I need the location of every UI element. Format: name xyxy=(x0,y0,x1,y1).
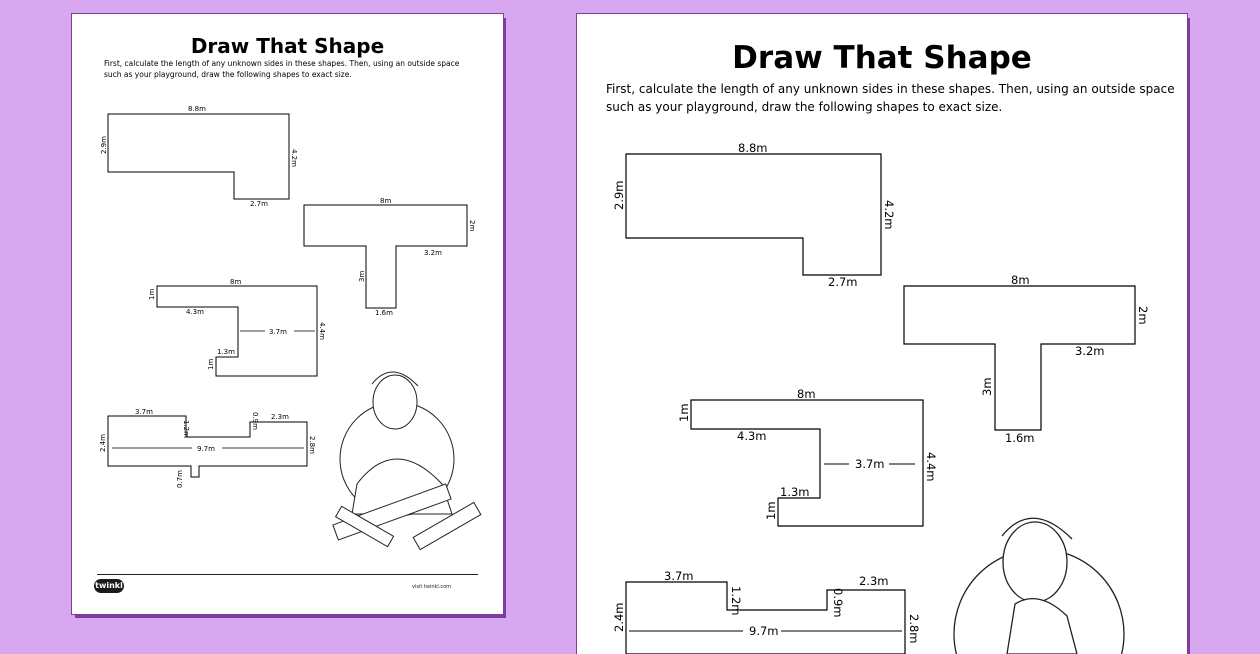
s3-step-label: 1.3m xyxy=(217,348,235,356)
footer-url: visit twinkl.com xyxy=(412,584,452,590)
s3-top-label-large: 8m xyxy=(797,387,816,401)
shape2-outline-large xyxy=(904,286,1135,430)
s1-bottom-label-large: 2.7m xyxy=(828,275,858,289)
s2-bottom-label: 1.6m xyxy=(375,309,393,317)
s3-right-label: 4.4m xyxy=(318,322,326,340)
small-shapes-drawing xyxy=(72,14,503,614)
shape2-outline xyxy=(304,205,467,308)
shape1-outline xyxy=(108,114,289,199)
s1-bottom-label: 2.7m xyxy=(250,200,268,208)
twinkl-logo: twinkl xyxy=(94,579,124,593)
girl-illustration-large xyxy=(954,518,1124,654)
shape4-outline-large xyxy=(626,582,905,654)
s1-top-label: 8.8m xyxy=(188,105,206,113)
large-shapes-drawing xyxy=(577,14,1187,654)
s1-right-label: 4.2m xyxy=(290,149,298,167)
s4-b-label: 1.2m xyxy=(182,420,190,438)
s4-c-label: 0.9m xyxy=(251,412,259,430)
page-title: Draw That Shape xyxy=(190,34,385,58)
s1-top-label-large: 8.8m xyxy=(738,141,768,155)
s2-right-label-large: 2m xyxy=(1136,306,1150,325)
s3-bottom-left-label: 1m xyxy=(207,358,215,370)
instructions-line-2: such as your playground, draw the following shapes to exact size. xyxy=(104,70,352,80)
s3-top-label: 8m xyxy=(230,278,242,286)
s2-stem-label: 3m xyxy=(358,270,366,282)
s3-gap-label: 3.7m xyxy=(269,328,287,336)
s3-step-label-large: 1.3m xyxy=(780,485,810,499)
instructions-line-1: First, calculate the length of any unknown sides in these shapes. Then, using an outside space xyxy=(104,59,460,68)
instructions-line-2-large: such as your playground, draw the following shapes to exact size. xyxy=(606,100,1003,114)
s2-bottom-label-large: 1.6m xyxy=(1005,431,1035,445)
worksheet-thumbnail[interactable] xyxy=(72,14,503,614)
worksheet-preview[interactable] xyxy=(577,14,1187,654)
s4-c-label-large: 0.9m xyxy=(831,588,845,618)
s3-left-label: 1m xyxy=(148,288,156,300)
s3-bottom-left-label-large: 1m xyxy=(764,501,778,520)
s3-gap-label-large: 3.7m xyxy=(855,457,885,471)
s4-b-label-large: 1.2m xyxy=(729,586,743,616)
s2-top-label-large: 8m xyxy=(1011,273,1030,287)
footer-divider xyxy=(97,574,478,575)
s4-left-label: 2.4m xyxy=(99,434,107,452)
s4-left-label-large: 2.4m xyxy=(612,602,626,632)
s2-top-label: 8m xyxy=(380,197,392,205)
s1-left-label-large: 2.9m xyxy=(612,180,626,210)
s4-right-label: 2.8m xyxy=(308,436,316,454)
s3-left-label-large: 1m xyxy=(677,403,691,422)
s3-right-label-large: 4.4m xyxy=(924,452,938,482)
shape3-outline xyxy=(157,286,317,376)
shape3-outline-large xyxy=(691,400,923,526)
s4-bottom-label: 0.7m xyxy=(176,470,184,488)
s1-right-label-large: 4.2m xyxy=(882,200,896,230)
s2-right-label: 2m xyxy=(468,220,476,232)
s2-under-label: 3.2m xyxy=(424,249,442,257)
s1-left-label: 2.9m xyxy=(100,136,108,154)
s4-right-label-large: 2.8m xyxy=(907,614,921,644)
shape1-outline-large xyxy=(626,154,881,275)
s4-d-label-large: 2.3m xyxy=(859,574,889,588)
s2-stem-label-large: 3m xyxy=(980,377,994,396)
s4-width-label: 9.7m xyxy=(197,445,215,453)
s3-mid-label: 4.3m xyxy=(186,308,204,316)
s4-width-label-large: 9.7m xyxy=(749,624,779,638)
s3-mid-label-large: 4.3m xyxy=(737,429,767,443)
s4-d-label: 2.3m xyxy=(271,413,289,421)
s4-a-label: 3.7m xyxy=(135,408,153,416)
instructions-line-1-large: First, calculate the length of any unknown sides in these shapes. Then, using an outside space xyxy=(606,82,1175,96)
s2-under-label-large: 3.2m xyxy=(1075,344,1105,358)
girl-illustration xyxy=(333,372,481,550)
s4-a-label-large: 3.7m xyxy=(664,569,694,583)
page-title-large: Draw That Shape xyxy=(732,40,1032,76)
